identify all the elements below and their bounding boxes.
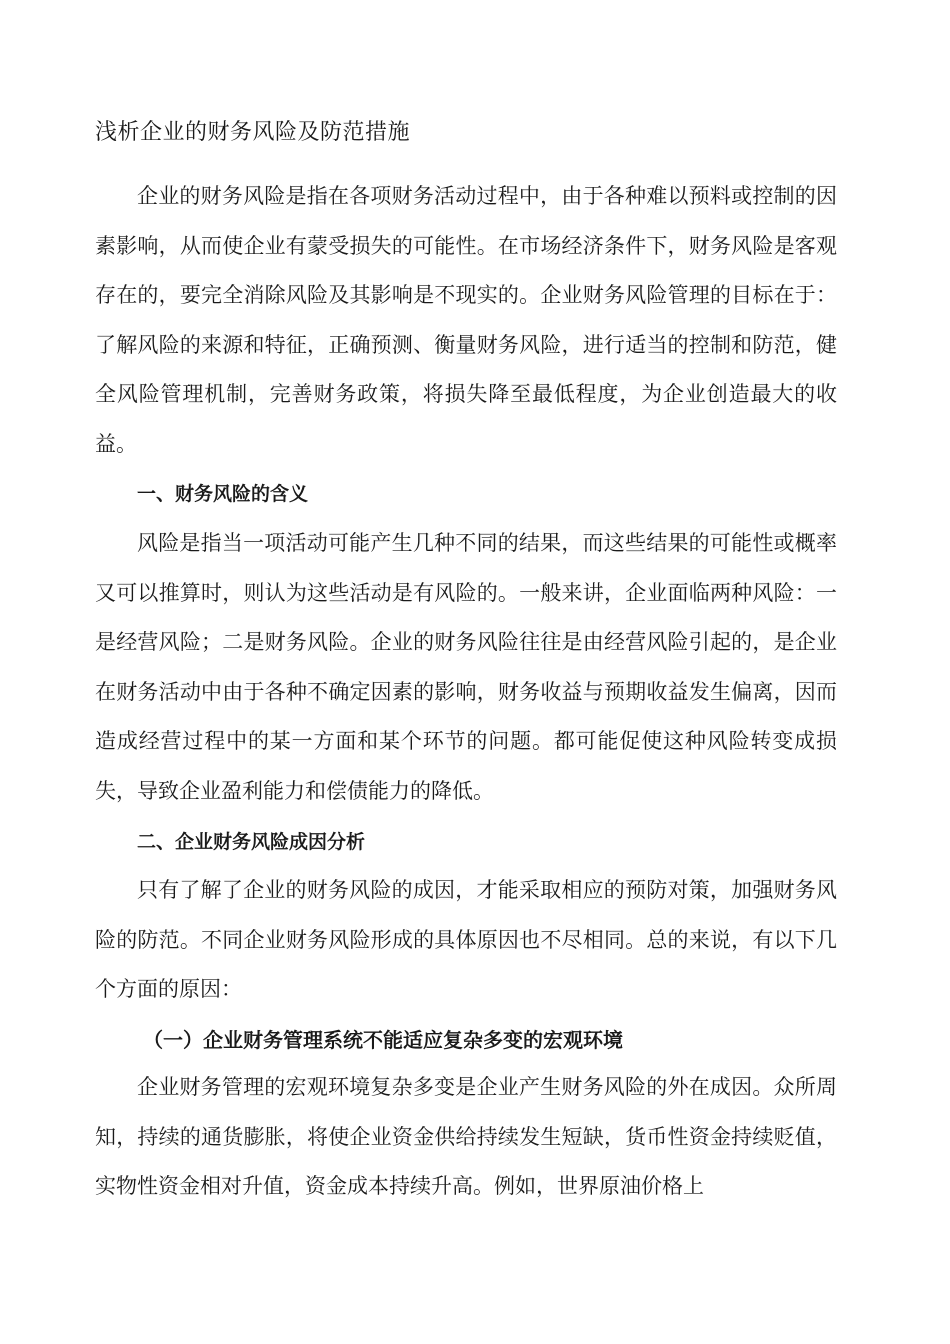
section-heading-2: 二、企业财务风险成因分析 — [137, 831, 366, 853]
section-paragraph-2: 只有了解了企业的财务风险的成因，才能采取相应的预防对策，加强财务风险的防范。不同企业财务风险形成的具体原因也不尽相同。总的来说，有以下几个方面的原因： — [95, 878, 837, 1001]
subsection-heading-1: （一）企业财务管理系统不能适应复杂多变的宏观环境 — [143, 1028, 623, 1052]
section-heading-1: 一、财务风险的含义 — [137, 483, 309, 505]
subsection-paragraph-1: 企业财务管理的宏观环境复杂多变是企业产生财务风险的外在成因。众所周知，持续的通货膨胀，将使企业资金供给持续发生短缺，货币性资金持续贬值，实物性资金相对升值，资金成本持续升高。例如，世界原油价格上 — [95, 1075, 837, 1198]
intro-paragraph: 企业的财务风险是指在各项财务活动过程中，由于各种难以预料或控制的因素影响，从而使企业有蒙受损失的可能性。在市场经济条件下，财务风险是客观存在的，要完全消除风险及其影响是不现实的。企业财务风险管理的目标在于：了解风险的来源和特征，正确预测、衡量财务风险，进行适当的控制和防范，健全风险管理机制，完善财务政策，将损失降至最低程度，为企业创造最大的收益。 — [95, 184, 837, 456]
document-title: 浅析企业的财务风险及防范措施 — [95, 120, 411, 145]
section-paragraph-1: 风险是指当一项活动可能产生几种不同的结果，而这些结果的可能性或概率又可以推算时，则认为这些活动是有风险的。一般来讲，企业面临两种风险：一是经营风险；二是财务风险。企业的财务风险往往是由经营风险引起的，是企业在财务活动中由于各种不确定因素的影响，财务收益与预期收益发生偏离，因而造成经营过程中的某一方面和某个环节的问题。都可能促使这种风险转变成损失，导致企业盈利能力和偿债能力的降低。 — [95, 531, 837, 803]
